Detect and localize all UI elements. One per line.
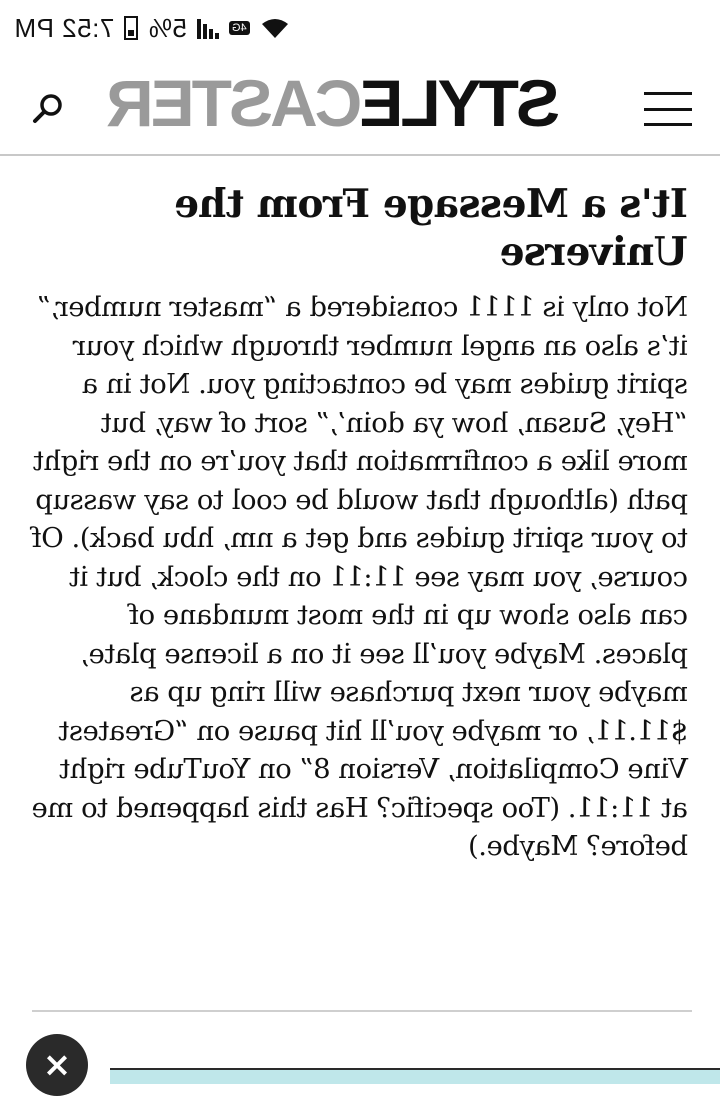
network-badge: 4G (229, 21, 250, 35)
battery-percent: 5% (148, 12, 187, 43)
article-heading: It's a Message From the Universe (174, 181, 688, 275)
close-icon[interactable]: × (26, 1034, 88, 1096)
status-bar (0, 0, 720, 56)
search-icon[interactable] (32, 92, 64, 124)
article (28, 180, 688, 866)
logo-caster-text: CASTER (108, 66, 363, 140)
logo-style-text: STYLE (362, 66, 560, 140)
article-body: Not only is 1111 considered a “master number,” it’s also an angel number through which your spirit guides may be contacting you. Not in a “Hey, Susan, how ya doin’,” sort of way, but more like a confirmation that you’re on the right path (although that would be cool to say wassup to your spirit guides and get a nm, hbu back). Of course, you may see 11:11 on the clock, but it can also show up in the most mundane of places. Maybe you’ll see it on a license plate, maybe your next purchase will ring up as $11.11, or maybe you’ll hit pause on “Greatest Vine Compilation, Version 8” on YouTube right at 11:11. (Too specific? Has this happened to me before? Maybe.) (31, 291, 688, 862)
hamburger-menu-icon[interactable] (644, 92, 692, 126)
divider (32, 1010, 692, 1012)
status-time: 7:52 PM (14, 12, 115, 43)
site-header (0, 56, 720, 156)
ad-banner[interactable] (110, 1068, 720, 1084)
site-logo[interactable] (109, 68, 560, 138)
signal-icon (197, 17, 219, 39)
battery-icon (124, 16, 138, 40)
wifi-icon (260, 16, 290, 40)
